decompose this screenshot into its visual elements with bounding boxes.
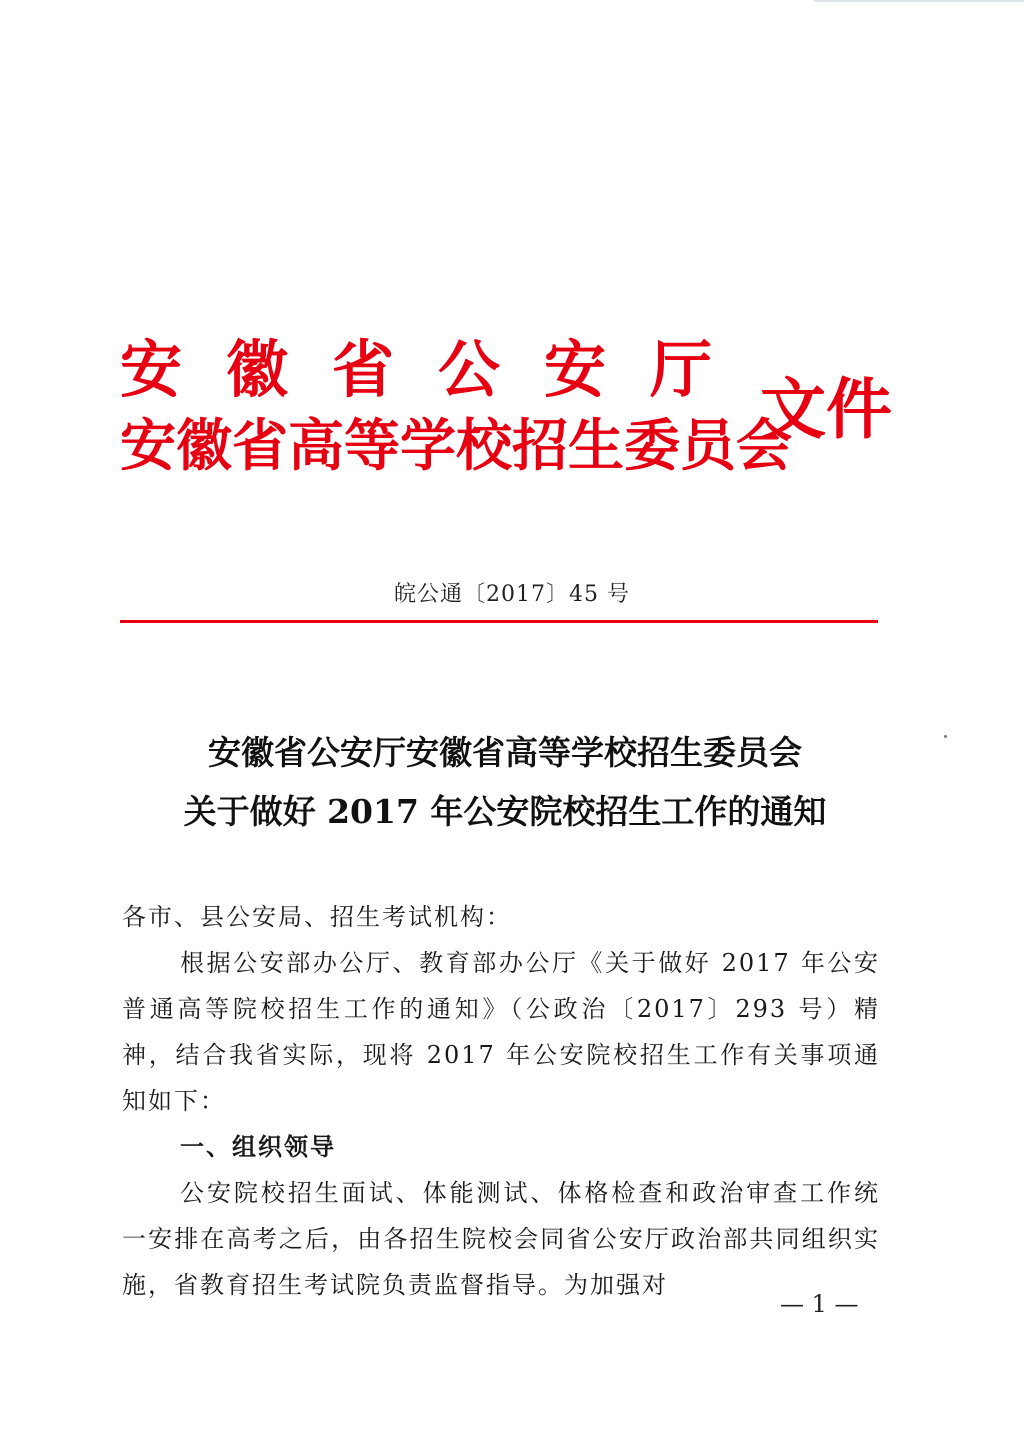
header-divider [120,620,878,623]
body-paragraph: 公安院校招生面试、体能测试、体格检查和政治审查工作统一安排在高考之后，由各招生院校会同省公安厅政治部共同组织实施，省教育招生考试院负责监督指导。为加强对 [122,1179,880,1299]
document-number: 皖公通〔2017〕45 号 [394,582,630,607]
notice-title-line-1: 安徽省公安厅安徽省高等学校招生委员会 [208,733,802,772]
salutation: 各市、县公安局、招生考试机构： [122,903,512,931]
document-label: 文件 [760,370,892,448]
body-paragraph: 根据公安部办公厅、教育部办公厅《关于做好 2017 年公安普通高等院校招生工作的通知》（公政治〔2017〕293 号）精神，结合我省实际，现将 2017 年公安院校招生工作有关事项通知如下： [122,949,880,1115]
issuer-name-admissions-committee: 安徽省高等学校招生委员会 [120,413,792,479]
section-heading: 一、组织领导 [180,1133,336,1161]
notice-title-line-2: 关于做好 2017 年公安院校招生工作的通知 [183,792,827,831]
issuer-name-public-security: 安徽省公安厅 [120,333,757,406]
scan-speck [944,735,947,738]
page-number: — 1 — [780,1290,859,1318]
notice-body [122,894,880,1308]
scan-edge-mark [814,0,1024,2]
document-header [120,320,900,480]
